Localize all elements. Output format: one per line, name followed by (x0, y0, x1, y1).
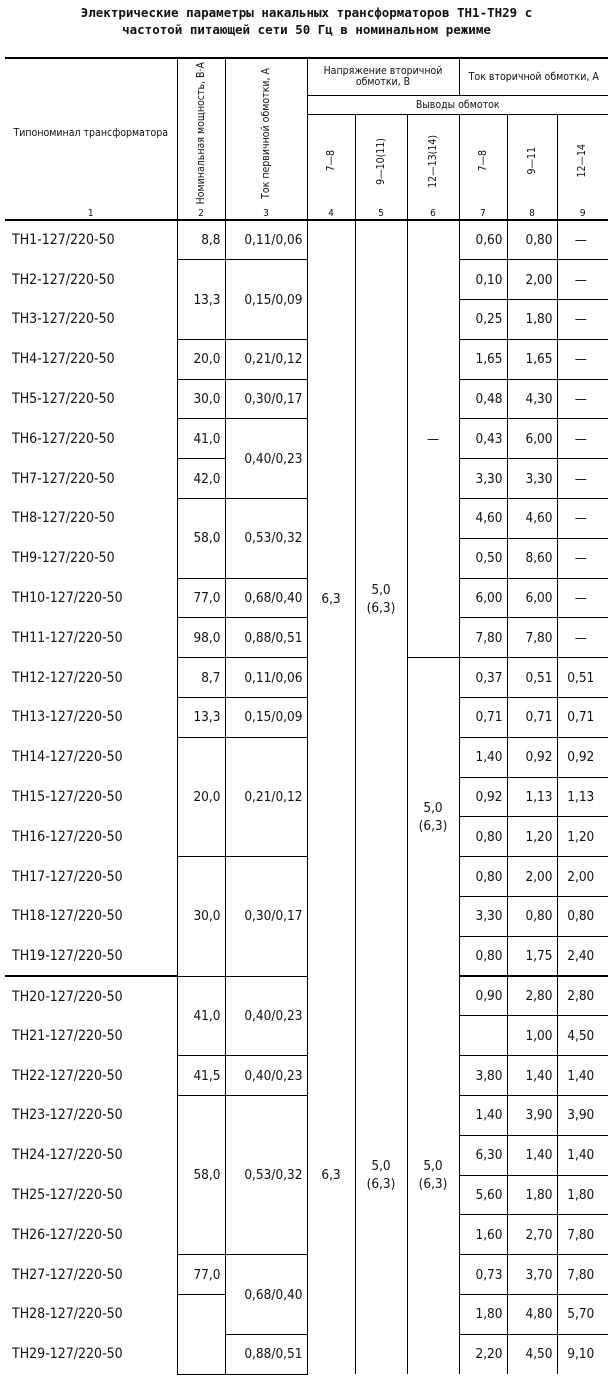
current-12-14: 5,70 (557, 1295, 608, 1335)
table-title (0, 4, 613, 38)
transformer-name: ТН21-127/220-50 (12, 1027, 123, 1044)
current-7-8: 0,80 (459, 857, 507, 897)
table-row (5, 1056, 608, 1096)
current-7-8: 0,92 (459, 777, 507, 817)
table-row (5, 737, 608, 777)
current-7-8: 5,60 (459, 1175, 507, 1215)
col-num-3: 3 (225, 207, 307, 220)
column-numbers (5, 207, 608, 220)
transformer-name: ТН23-127/220-50 (12, 1107, 123, 1124)
current-7-8: 0,60 (459, 220, 507, 260)
current-12-14: 3,90 (557, 1096, 608, 1136)
current-9-11: 1,40 (507, 1135, 557, 1175)
current-12-14: 2,80 (557, 976, 608, 1016)
power-cell: 30,0 (177, 379, 225, 419)
current-9-11: 0,51 (507, 658, 557, 698)
transformer-name: ТН1-127/220-50 (12, 232, 115, 249)
current-9-11: 1,13 (507, 777, 557, 817)
power-cell: 30,0 (177, 857, 225, 976)
transformer-name: ТН19-127/220-50 (5, 936, 177, 976)
voltage-12-13: 5,0 (6,3) (407, 658, 459, 976)
transformer-name: ТН26-127/220-50 (12, 1226, 123, 1243)
header-t6: 12—14 (557, 115, 608, 208)
current-7-8: 0,43 (459, 419, 507, 459)
transformer-name: ТН2-127/220-50 (12, 271, 115, 288)
header-secondary-current: Ток вторичной обмотки, А (459, 58, 608, 96)
current-9-11: 1,80 (507, 300, 557, 340)
table-row (5, 419, 608, 459)
table-row (5, 658, 608, 698)
current-7-8: 1,60 (459, 1215, 507, 1255)
current-12-14: 0,92 (557, 737, 608, 777)
header-power: Номинальная мощность, В·А (177, 58, 225, 207)
current-7-8: 1,80 (459, 1295, 507, 1335)
current-7-8: 3,80 (459, 1056, 507, 1096)
current-7-8: 0,73 (459, 1255, 507, 1295)
transformer-name: ТН15-127/220-50 (12, 789, 123, 806)
primary-current-cell: 0,21/0,12 (225, 737, 307, 856)
current-9-11: 0,80 (507, 220, 557, 260)
power-cell: 13,3 (177, 698, 225, 738)
power-cell: 58,0 (177, 499, 225, 579)
transformer-name: ТН10-127/220-50 (12, 590, 123, 607)
primary-current-cell: 0,53/0,32 (225, 1096, 307, 1255)
header-secondary-voltage: Напряжение вторичной обмотки, В (307, 58, 459, 96)
current-12-14: 1,40 (557, 1056, 608, 1096)
header-type: Типономинал трансформатора (13, 126, 169, 139)
transformer-name: ТН28-127/220-50 (12, 1306, 123, 1323)
current-9-11: 3,30 (507, 459, 557, 499)
col-num-7: 7 (459, 207, 507, 220)
header-terminals: Выводы обмоток (307, 96, 608, 115)
transformer-name: ТН9-127/220-50 (12, 550, 115, 567)
current-12-14: 9,10 (557, 1334, 608, 1374)
current-9-11: 1,75 (507, 936, 557, 976)
current-7-8: 1,65 (459, 339, 507, 379)
table-body (5, 220, 608, 1374)
current-9-11: 1,40 (507, 1056, 557, 1096)
current-12-14: 0,51 (557, 658, 608, 698)
primary-current-cell: 0,40/0,23 (225, 1056, 307, 1096)
primary-current-cell: 0,40/0,23 (225, 419, 307, 499)
power-cell (177, 1295, 225, 1375)
primary-current-cell: 0,88/0,51 (225, 1334, 307, 1374)
current-7-8: 0,48 (459, 379, 507, 419)
header-t5: 9—11 (507, 115, 557, 208)
current-12-14: — (557, 499, 608, 539)
table-header (5, 58, 608, 220)
power-cell: 20,0 (177, 737, 225, 856)
transformer-name: ТН18-127/220-50 (12, 908, 123, 925)
current-12-14: — (557, 419, 608, 459)
transformer-name: ТН3-127/220-50 (12, 311, 115, 328)
primary-current-cell: 0,30/0,17 (225, 379, 307, 419)
current-7-8: 2,20 (459, 1334, 507, 1374)
primary-current-cell: 0,88/0,51 (225, 618, 307, 658)
current-9-11: 6,00 (507, 419, 557, 459)
current-7-8: 0,10 (459, 260, 507, 300)
current-12-14: 7,80 (557, 1255, 608, 1295)
current-7-8: 0,71 (459, 698, 507, 738)
current-9-11: 2,00 (507, 857, 557, 897)
table-row (5, 857, 608, 897)
transformer-name: ТН24-127/220-50 (12, 1147, 123, 1164)
current-12-14: 0,71 (557, 698, 608, 738)
current-9-11: 2,00 (507, 260, 557, 300)
col-num-8: 8 (507, 207, 557, 220)
table-row (5, 260, 608, 300)
transformer-name: ТН17-127/220-50 (12, 868, 123, 885)
current-12-14: — (557, 220, 608, 260)
current-9-11: 0,92 (507, 737, 557, 777)
power-cell: 41,5 (177, 1056, 225, 1096)
current-12-14: 2,00 (557, 857, 608, 897)
current-12-14: — (557, 618, 608, 658)
current-7-8: 6,00 (459, 578, 507, 618)
primary-current-cell: 0,15/0,09 (225, 698, 307, 738)
current-9-11: 2,70 (507, 1215, 557, 1255)
header-primary-current: Ток первичной обмотки, А (225, 58, 307, 207)
current-7-8: 0,50 (459, 538, 507, 578)
power-cell: 98,0 (177, 618, 225, 658)
current-9-11: 4,60 (507, 499, 557, 539)
current-7-8: 3,30 (459, 897, 507, 937)
voltage-7-8: 6,3 (307, 220, 355, 976)
current-9-11: 4,80 (507, 1295, 557, 1335)
primary-current-cell: 0,30/0,17 (225, 857, 307, 976)
transformer-name: ТН8-127/220-50 (12, 510, 115, 527)
table-row (5, 1255, 608, 1295)
current-12-14: — (557, 339, 608, 379)
transformer-name: ТН11-127/220-50 (12, 629, 123, 646)
current-9-11: 1,65 (507, 339, 557, 379)
power-cell: 77,0 (177, 578, 225, 618)
transformer-name: ТН16-127/220-50 (12, 828, 123, 845)
voltage-9-10: 5,0 (6,3) (355, 976, 407, 1374)
current-9-11: 3,70 (507, 1255, 557, 1295)
voltage-7-8: 6,3 (307, 976, 355, 1374)
power-cell: 41,0 (177, 419, 225, 459)
table-row (5, 578, 608, 618)
current-7-8: 0,37 (459, 658, 507, 698)
power-cell: 58,0 (177, 1096, 225, 1255)
power-cell: 13,3 (177, 260, 225, 340)
current-12-14: 2,40 (557, 936, 608, 976)
power-cell: 41,0 (177, 976, 225, 1056)
power-cell: 8,7 (177, 658, 225, 698)
current-12-14: — (557, 379, 608, 419)
current-7-8: 7,80 (459, 618, 507, 658)
power-cell: 8,8 (177, 220, 225, 260)
power-cell: 42,0 (177, 459, 225, 499)
current-12-14: — (557, 578, 608, 618)
col-num-6: 6 (407, 207, 459, 220)
current-9-11: 0,71 (507, 698, 557, 738)
voltage-12-13: 5,0 (6,3) (407, 976, 459, 1374)
current-9-11: 6,00 (507, 578, 557, 618)
transformer-name: ТН27-127/220-50 (12, 1266, 123, 1283)
transformer-name: ТН7-127/220-50 (12, 470, 115, 487)
current-9-11: 4,30 (507, 379, 557, 419)
transformer-name: ТН22-127/220-50 (12, 1067, 123, 1084)
current-7-8: 4,60 (459, 499, 507, 539)
primary-current-cell: 0,11/0,06 (225, 658, 307, 698)
power-cell: 20,0 (177, 339, 225, 379)
header-t1: 7—8 (307, 115, 355, 208)
transformer-name: ТН12-127/220-50 (12, 669, 123, 686)
current-9-11: 1,20 (507, 817, 557, 857)
transformer-name: ТН14-127/220-50 (12, 749, 123, 766)
table-row (5, 698, 608, 738)
current-12-14: — (557, 260, 608, 300)
transformer-name: ТН20-127/220-50 (12, 988, 123, 1005)
current-12-14: 0,80 (557, 897, 608, 937)
header-t4: 7—8 (459, 115, 507, 208)
table-row (5, 976, 608, 1016)
current-12-14: — (557, 459, 608, 499)
current-9-11: 0,80 (507, 897, 557, 937)
title-line-2: частотой питающей сети 50 Гц в номинальном режиме (122, 22, 491, 37)
table-row (5, 1096, 608, 1136)
current-12-14: 4,50 (557, 1016, 608, 1056)
current-12-14: 7,80 (557, 1215, 608, 1255)
primary-current-cell: 0,68/0,40 (225, 578, 307, 618)
transformer-name: ТН25-127/220-50 (12, 1187, 123, 1204)
current-12-14: 1,80 (557, 1175, 608, 1215)
current-7-8: 0,90 (459, 976, 507, 1016)
voltage-12-13: — (407, 220, 459, 658)
transformer-name: ТН4-127/220-50 (12, 351, 115, 368)
current-9-11: 3,90 (507, 1096, 557, 1136)
transformer-name: ТН13-127/220-50 (12, 709, 123, 726)
current-9-11: 7,80 (507, 618, 557, 658)
primary-current-cell: 0,11/0,06 (225, 220, 307, 260)
table-row (5, 220, 608, 260)
current-12-14: — (557, 300, 608, 340)
current-12-14: 1,20 (557, 817, 608, 857)
primary-current-cell: 0,21/0,12 (225, 339, 307, 379)
table-row (5, 499, 608, 539)
current-9-11: 1,00 (507, 1016, 557, 1056)
current-9-11: 4,50 (507, 1334, 557, 1374)
current-12-14: 1,40 (557, 1135, 608, 1175)
voltage-9-10: 5,0 (6,3) (355, 220, 407, 976)
primary-current-cell: 0,53/0,32 (225, 499, 307, 579)
primary-current-cell: 0,68/0,40 (225, 1255, 307, 1335)
col-num-4: 4 (307, 207, 355, 220)
col-num-2: 2 (177, 207, 225, 220)
current-7-8: 6,30 (459, 1135, 507, 1175)
current-9-11: 8,60 (507, 538, 557, 578)
current-12-14: — (557, 538, 608, 578)
power-cell: 77,0 (177, 1255, 225, 1295)
primary-current-cell: 0,40/0,23 (225, 976, 307, 1056)
primary-current-cell: 0,15/0,09 (225, 260, 307, 340)
header-t2: 9—10(11) (355, 115, 407, 208)
current-7-8: 0,80 (459, 817, 507, 857)
current-7-8: 1,40 (459, 1096, 507, 1136)
current-7-8: 3,30 (459, 459, 507, 499)
current-9-11: 2,80 (507, 976, 557, 1016)
col-num-1: 1 (5, 207, 177, 220)
title-line-1: Электрические параметры накальных трансформаторов ТН1-ТН29 с (80, 5, 533, 20)
transformer-name: ТН29-127/220-50 (12, 1346, 123, 1363)
header-t3: 12—13(14) (407, 115, 459, 208)
current-7-8: 0,25 (459, 300, 507, 340)
current-9-11: 1,80 (507, 1175, 557, 1215)
table-row (5, 339, 608, 379)
table-row (5, 379, 608, 419)
table-row (5, 1334, 608, 1374)
transformer-name: ТН5-127/220-50 (12, 391, 115, 408)
col-num-9: 9 (557, 207, 608, 220)
current-7-8: 1,40 (459, 737, 507, 777)
current-7-8 (459, 1016, 507, 1056)
table-row (5, 618, 608, 658)
transformer-table (5, 57, 608, 1375)
col-num-5: 5 (355, 207, 407, 220)
transformer-name: ТН6-127/220-50 (12, 430, 115, 447)
current-12-14: 1,13 (557, 777, 608, 817)
current-7-8: 0,80 (459, 936, 507, 976)
